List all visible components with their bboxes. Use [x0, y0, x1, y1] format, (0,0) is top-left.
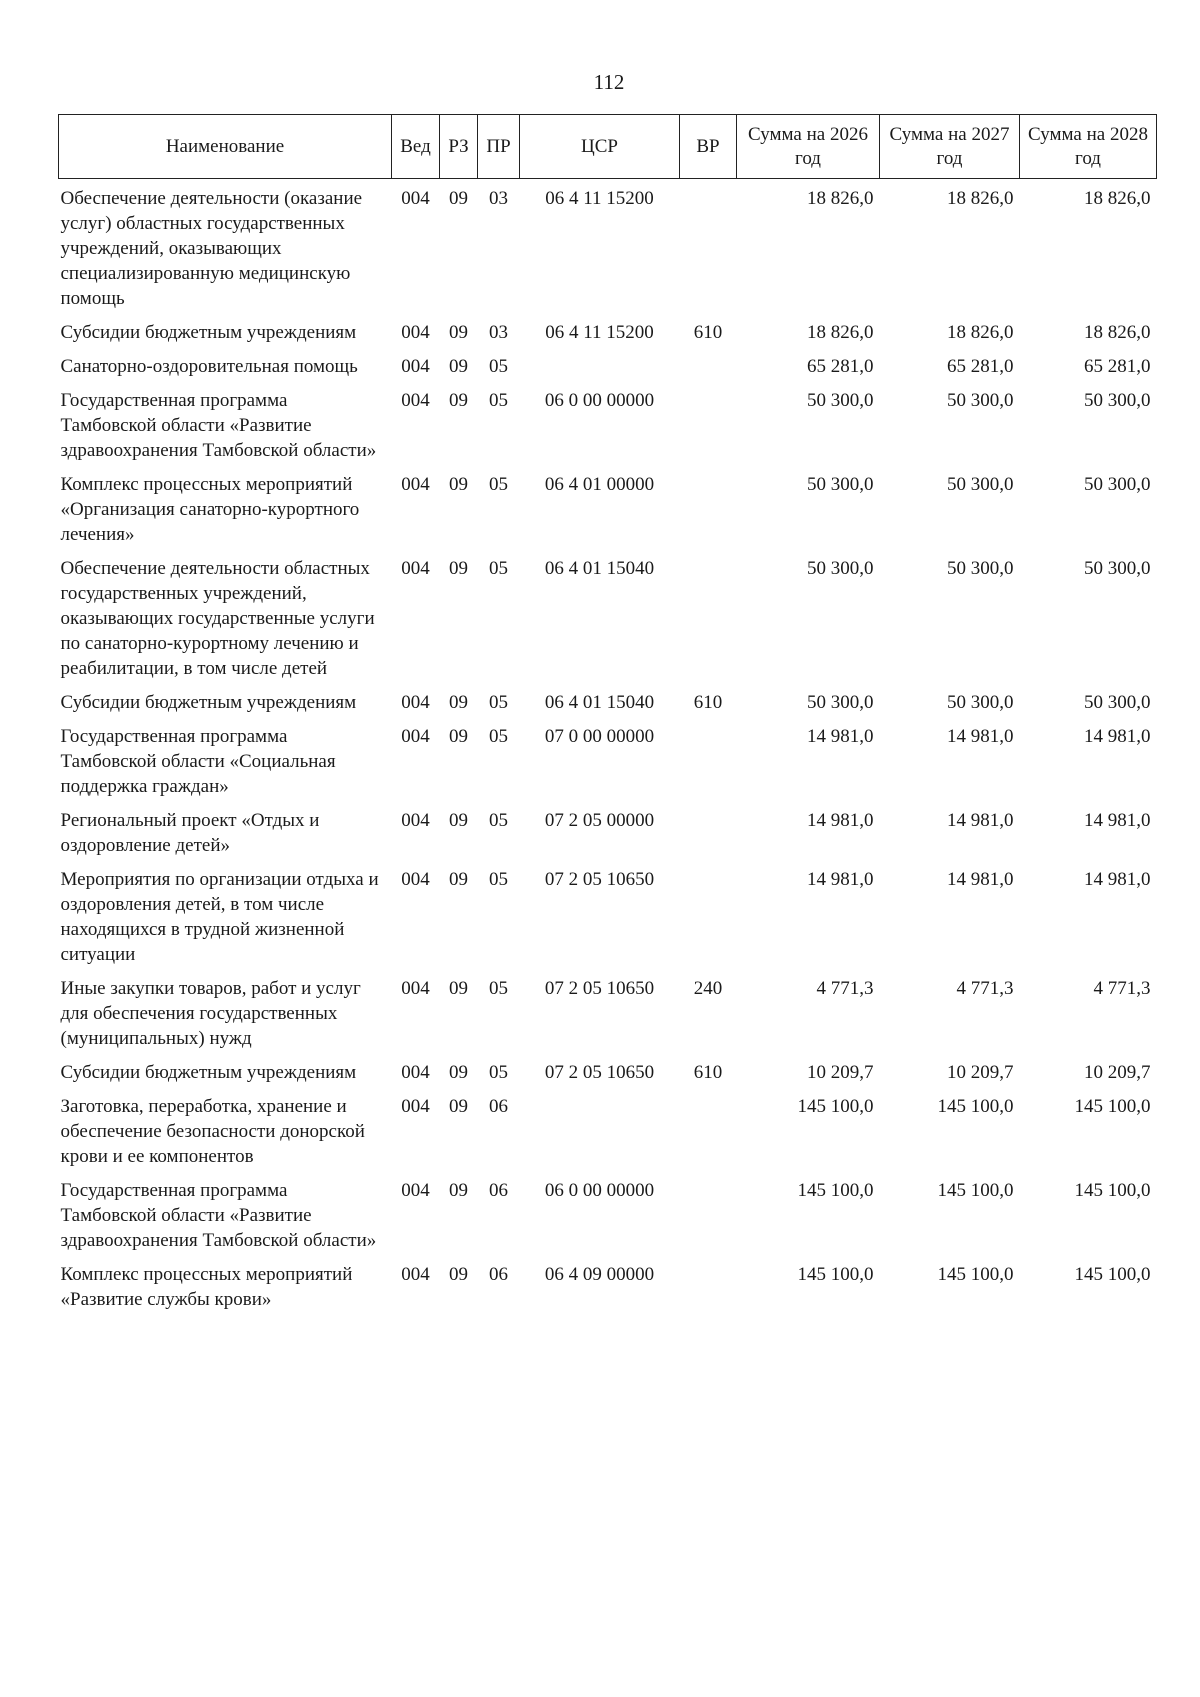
row-ved: 004 — [401, 558, 430, 579]
row-name: Субсидии бюджетным учреждениям — [60, 1062, 357, 1083]
row-csr: 06 4 01 15040 — [544, 692, 655, 713]
header-sum-2027: Сумма на 2027 год — [880, 115, 1020, 179]
row-sum-2027: 14 981,0 — [947, 869, 1014, 890]
header-sum-2026: Сумма на 2026 год — [737, 115, 880, 179]
row-name: Обеспечение деятельности областных государственных учреждений, оказывающих государственные услуги по санаторно-курортному лечению и реабилитации, в том числе детей — [60, 558, 375, 679]
table-row — [59, 801, 1157, 860]
row-sum-2027: 14 981,0 — [947, 726, 1014, 747]
row-pr: 05 — [489, 978, 508, 999]
table-row — [59, 969, 1157, 1053]
row-rz: 09 — [449, 726, 468, 747]
table-row — [59, 465, 1157, 549]
row-sum-2028: 145 100,0 — [1074, 1096, 1151, 1117]
row-rz: 09 — [449, 869, 468, 890]
row-rz: 09 — [449, 1264, 468, 1285]
row-csr: 06 0 00 00000 — [544, 1180, 655, 1201]
row-sum-2028: 10 209,7 — [1084, 1062, 1151, 1083]
row-sum-2028: 14 981,0 — [1084, 810, 1151, 831]
row-csr: 07 2 05 00000 — [544, 810, 655, 831]
row-rz: 09 — [449, 692, 468, 713]
row-rz: 09 — [449, 1180, 468, 1201]
row-sum-2026: 145 100,0 — [797, 1180, 874, 1201]
row-sum-2027: 65 281,0 — [947, 356, 1014, 377]
row-vr: 610 — [693, 322, 723, 343]
row-sum-2026: 145 100,0 — [797, 1096, 874, 1117]
row-sum-2027: 145 100,0 — [937, 1180, 1014, 1201]
row-sum-2028: 14 981,0 — [1084, 869, 1151, 890]
row-vr — [680, 179, 737, 314]
row-ved: 004 — [401, 869, 430, 890]
row-pr: 05 — [489, 726, 508, 747]
table-row — [59, 347, 1157, 381]
row-sum-2027: 50 300,0 — [947, 558, 1014, 579]
table-row — [59, 683, 1157, 717]
table-row — [59, 717, 1157, 801]
row-ved: 004 — [401, 1096, 430, 1117]
row-name: Региональный проект «Отдых и оздоровление детей» — [60, 810, 320, 856]
row-name: Субсидии бюджетным учреждениям — [60, 692, 357, 713]
row-vr — [680, 381, 737, 465]
header-sum-2028: Сумма на 2028 год — [1020, 115, 1157, 179]
row-pr: 05 — [489, 356, 508, 377]
row-ved: 004 — [401, 810, 430, 831]
header-csr: ЦСР — [520, 115, 680, 179]
row-sum-2028: 18 826,0 — [1084, 188, 1151, 209]
row-sum-2028: 145 100,0 — [1074, 1180, 1151, 1201]
header-rz: РЗ — [440, 115, 478, 179]
row-rz: 09 — [449, 474, 468, 495]
row-sum-2026: 65 281,0 — [807, 356, 874, 377]
row-ved: 004 — [401, 474, 430, 495]
row-vr: 610 — [693, 1062, 723, 1083]
row-ved: 004 — [401, 322, 430, 343]
page-number: 112 — [593, 70, 625, 94]
row-ved: 004 — [401, 692, 430, 713]
row-vr — [680, 1087, 737, 1171]
header-ved: Вед — [392, 115, 440, 179]
row-csr: 06 4 11 15200 — [545, 188, 654, 209]
header-pr: ПР — [478, 115, 520, 179]
row-vr — [680, 801, 737, 860]
row-ved: 004 — [401, 1264, 430, 1285]
row-name: Субсидии бюджетным учреждениям — [60, 322, 357, 343]
row-sum-2027: 145 100,0 — [937, 1264, 1014, 1285]
row-pr: 06 — [489, 1096, 508, 1117]
row-ved: 004 — [401, 1180, 430, 1201]
row-rz: 09 — [449, 322, 468, 343]
row-vr — [680, 860, 737, 969]
table-row — [59, 381, 1157, 465]
row-pr: 05 — [489, 390, 508, 411]
row-vr — [680, 717, 737, 801]
row-rz: 09 — [449, 188, 468, 209]
row-sum-2028: 14 981,0 — [1084, 726, 1151, 747]
row-rz: 09 — [449, 978, 468, 999]
row-name: Иные закупки товаров, работ и услуг для обеспечения государственных (муниципальных) нужд — [60, 978, 361, 1049]
row-sum-2026: 18 826,0 — [807, 188, 874, 209]
row-sum-2027: 145 100,0 — [937, 1096, 1014, 1117]
row-sum-2028: 50 300,0 — [1084, 390, 1151, 411]
row-name: Государственная программа Тамбовской области «Развитие здравоохранения Тамбовской области» — [60, 390, 377, 461]
row-rz: 09 — [449, 390, 468, 411]
row-csr — [520, 347, 680, 381]
row-sum-2026: 18 826,0 — [807, 322, 874, 343]
row-pr: 05 — [489, 810, 508, 831]
row-sum-2026: 50 300,0 — [807, 692, 874, 713]
row-name: Обеспечение деятельности (оказание услуг) областных государственных учреждений, оказывающих специализированную медицинскую помощь — [60, 188, 363, 309]
row-pr: 03 — [489, 322, 508, 343]
row-sum-2027: 10 209,7 — [947, 1062, 1014, 1083]
row-pr: 05 — [489, 474, 508, 495]
row-sum-2026: 14 981,0 — [807, 726, 874, 747]
row-sum-2028: 18 826,0 — [1084, 322, 1151, 343]
row-pr: 05 — [489, 1062, 508, 1083]
row-csr: 07 2 05 10650 — [544, 978, 655, 999]
table-row — [59, 860, 1157, 969]
row-sum-2027: 4 771,3 — [956, 978, 1014, 999]
row-sum-2028: 4 771,3 — [1093, 978, 1151, 999]
row-csr: 06 4 11 15200 — [545, 322, 654, 343]
table-header — [59, 115, 1157, 179]
row-sum-2027: 50 300,0 — [947, 474, 1014, 495]
row-vr — [680, 549, 737, 683]
row-csr: 07 2 05 10650 — [544, 869, 655, 890]
row-sum-2028: 145 100,0 — [1074, 1264, 1151, 1285]
header-vr: ВР — [680, 115, 737, 179]
row-sum-2026: 50 300,0 — [807, 558, 874, 579]
row-ved: 004 — [401, 188, 430, 209]
row-name: Государственная программа Тамбовской области «Социальная поддержка граждан» — [60, 726, 336, 797]
row-csr: 06 4 09 00000 — [544, 1264, 655, 1285]
row-rz: 09 — [449, 356, 468, 377]
row-sum-2026: 50 300,0 — [807, 390, 874, 411]
row-csr: 07 0 00 00000 — [544, 726, 655, 747]
row-name: Мероприятия по организации отдыха и оздоровления детей, в том числе находящихся в трудной жизненной ситуации — [60, 869, 379, 965]
row-ved: 004 — [401, 1062, 430, 1083]
row-sum-2027: 50 300,0 — [947, 692, 1014, 713]
row-vr — [680, 465, 737, 549]
row-name: Комплекс процессных мероприятий «Развитие службы крови» — [60, 1264, 353, 1310]
table-row — [59, 1171, 1157, 1255]
row-ved: 004 — [401, 390, 430, 411]
row-sum-2026: 14 981,0 — [807, 810, 874, 831]
row-vr — [680, 1171, 737, 1255]
row-sum-2026: 10 209,7 — [807, 1062, 874, 1083]
row-csr — [520, 1087, 680, 1171]
row-name: Санаторно-оздоровительная помощь — [60, 356, 358, 377]
row-ved: 004 — [401, 726, 430, 747]
row-vr — [680, 1255, 737, 1314]
table-row — [59, 313, 1157, 347]
table-row — [59, 1255, 1157, 1314]
row-rz: 09 — [449, 810, 468, 831]
row-sum-2028: 65 281,0 — [1084, 356, 1151, 377]
row-pr: 06 — [489, 1180, 508, 1201]
row-rz: 09 — [449, 1062, 468, 1083]
row-sum-2027: 18 826,0 — [947, 188, 1014, 209]
row-csr: 06 4 01 00000 — [544, 474, 655, 495]
table-row — [59, 179, 1157, 314]
row-sum-2026: 50 300,0 — [807, 474, 874, 495]
table-row — [59, 549, 1157, 683]
row-sum-2026: 14 981,0 — [807, 869, 874, 890]
row-name: Государственная программа Тамбовской области «Развитие здравоохранения Тамбовской области» — [60, 1180, 377, 1251]
row-vr — [680, 347, 737, 381]
row-ved: 004 — [401, 356, 430, 377]
row-ved: 004 — [401, 978, 430, 999]
row-pr: 05 — [489, 558, 508, 579]
header-row — [59, 115, 1157, 179]
row-sum-2028: 50 300,0 — [1084, 474, 1151, 495]
row-pr: 05 — [489, 692, 508, 713]
row-csr: 06 0 00 00000 — [544, 390, 655, 411]
row-pr: 05 — [489, 869, 508, 890]
row-sum-2026: 4 771,3 — [816, 978, 874, 999]
table-body — [59, 179, 1157, 1315]
row-vr: 240 — [693, 978, 723, 999]
row-name: Комплекс процессных мероприятий «Организация санаторно-курортного лечения» — [60, 474, 360, 545]
row-sum-2027: 14 981,0 — [947, 810, 1014, 831]
row-sum-2027: 50 300,0 — [947, 390, 1014, 411]
row-sum-2026: 145 100,0 — [797, 1264, 874, 1285]
row-sum-2028: 50 300,0 — [1084, 692, 1151, 713]
row-pr: 03 — [489, 188, 508, 209]
row-sum-2027: 18 826,0 — [947, 322, 1014, 343]
row-csr: 06 4 01 15040 — [544, 558, 655, 579]
header-name: Наименование — [59, 115, 392, 179]
row-csr: 07 2 05 10650 — [544, 1062, 655, 1083]
row-vr: 610 — [693, 692, 723, 713]
table-row — [59, 1087, 1157, 1171]
row-rz: 09 — [449, 558, 468, 579]
row-name: Заготовка, переработка, хранение и обеспечение безопасности донорской крови и ее компонентов — [60, 1096, 365, 1167]
row-pr: 06 — [489, 1264, 508, 1285]
table-row — [59, 1053, 1157, 1087]
row-rz: 09 — [449, 1096, 468, 1117]
row-sum-2028: 50 300,0 — [1084, 558, 1151, 579]
budget-table — [58, 114, 1157, 1314]
